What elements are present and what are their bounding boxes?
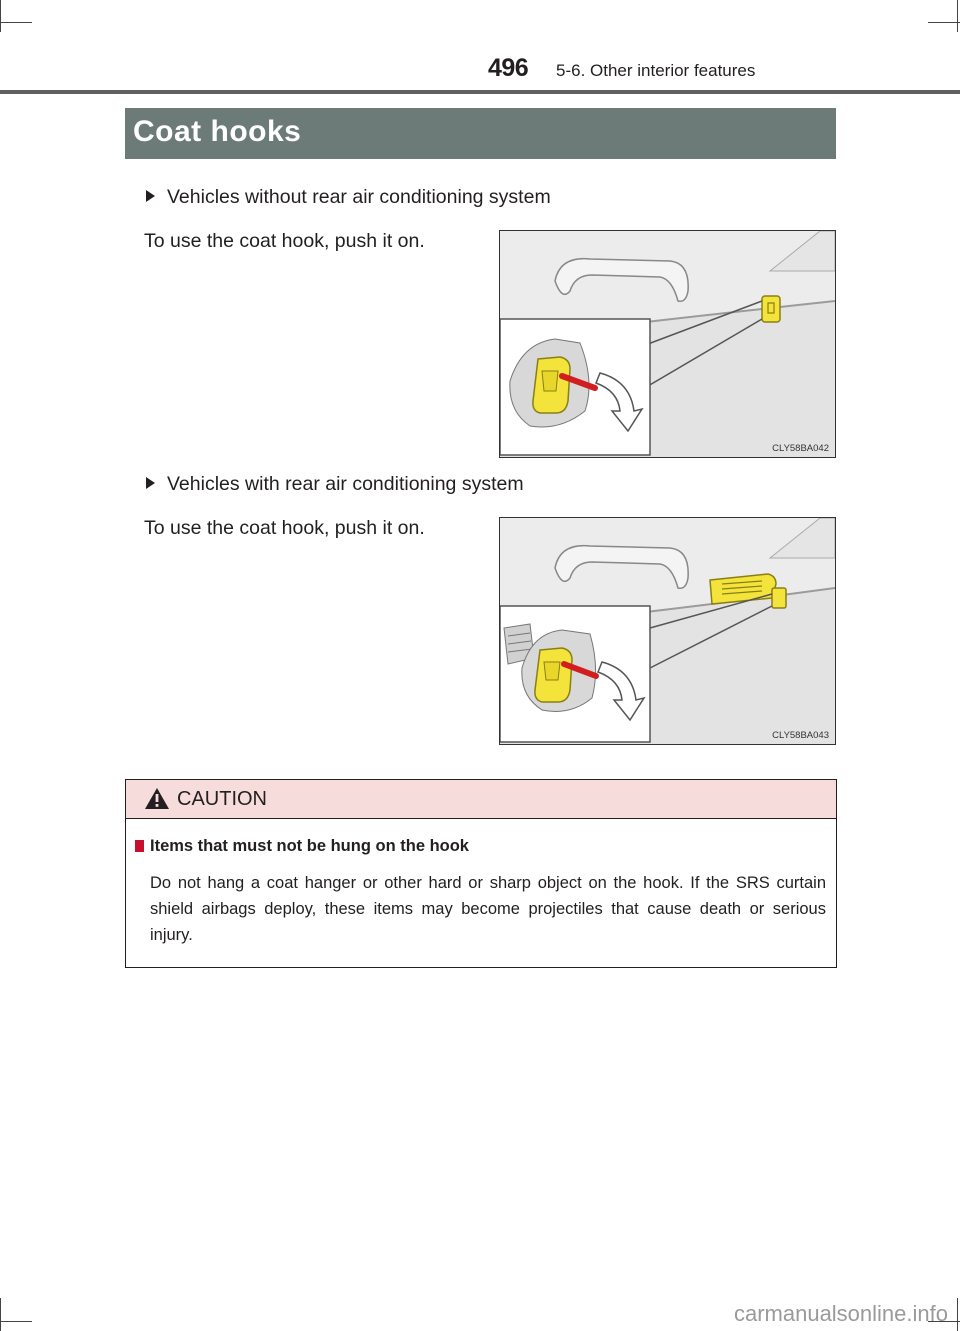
figure-code: CLY58BA043 — [772, 730, 829, 741]
sub-heading-text: Vehicles without rear air conditioning system — [167, 186, 551, 208]
header-rule — [0, 90, 960, 94]
caution-text: Do not hang a coat hanger or other hard or sharp object on the hook. If the SRS curtain shield airbags deploy, these items may become projectiles that cause death or serious injury. — [150, 874, 826, 944]
triangle-bullet-icon — [146, 190, 155, 202]
page-title: Coat hooks — [125, 108, 836, 159]
caution-item-title — [135, 837, 469, 856]
caution-label: CAUTION — [177, 788, 267, 810]
sub-heading-without-rear-ac — [146, 186, 551, 209]
instruction-text: To use the coat hook, push it on. — [144, 517, 425, 539]
crop-mark — [0, 1298, 1, 1331]
crop-mark — [957, 0, 958, 32]
figure-coat-hook-with-rear-ac — [499, 517, 836, 745]
section-label: 5-6. Other interior features — [556, 61, 756, 80]
crop-mark — [0, 22, 32, 23]
crop-mark — [957, 1298, 958, 1331]
coat-hook-illustration — [500, 231, 835, 457]
crop-mark — [0, 1321, 32, 1322]
figure-coat-hook-without-rear-ac — [499, 230, 836, 458]
sub-heading-with-rear-ac — [146, 473, 524, 496]
triangle-bullet-icon — [146, 477, 155, 489]
caution-item-title-text: Items that must not be hung on the hook — [150, 837, 469, 855]
coat-hook-illustration — [500, 518, 835, 744]
red-square-bullet-icon — [135, 840, 144, 852]
page-number: 496 — [488, 54, 529, 82]
watermark: carmanualsonline.info — [733, 1301, 948, 1326]
sub-heading-text: Vehicles with rear air conditioning system — [167, 473, 524, 495]
crop-mark — [0, 0, 1, 32]
instruction-text: To use the coat hook, push it on. — [144, 230, 425, 252]
figure-code: CLY58BA042 — [772, 443, 829, 454]
caution-box — [125, 779, 837, 968]
warning-icon — [144, 787, 170, 810]
crop-mark — [928, 22, 960, 23]
caution-header — [126, 780, 836, 819]
